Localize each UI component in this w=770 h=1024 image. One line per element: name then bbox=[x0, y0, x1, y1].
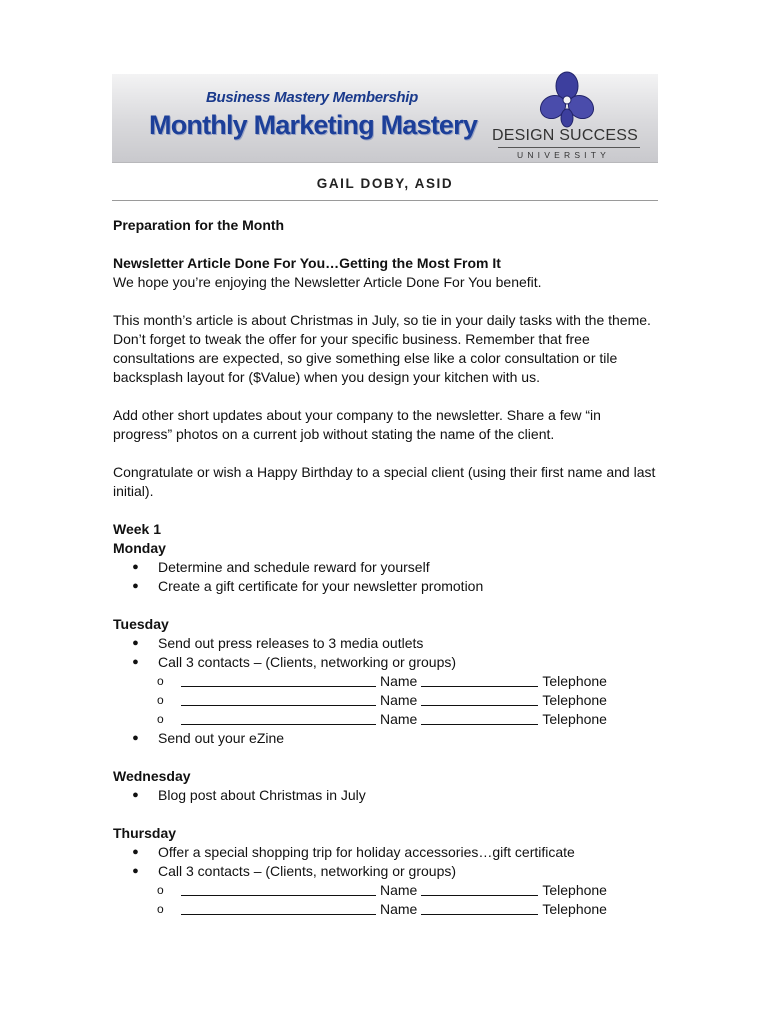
sub-bullet-icon: o bbox=[157, 674, 164, 688]
author-name: GAIL DOBY, ASID bbox=[316, 176, 454, 191]
phone-blank[interactable] bbox=[421, 881, 538, 896]
bullet-icon: ● bbox=[132, 732, 139, 744]
paragraph-line: Add other short updates about your company to the newsletter. Share a few “in bbox=[113, 407, 601, 423]
contact-blank[interactable] bbox=[181, 900, 376, 915]
contact-line: o Name Telephone bbox=[157, 882, 607, 898]
sub-bullet-icon: o bbox=[157, 902, 164, 916]
paragraph-line: Don’t forget to tweak the offer for your specific business. Remember that free bbox=[113, 331, 590, 347]
bullet-icon: ● bbox=[132, 656, 139, 668]
paragraph-line: This month’s article is about Christmas in July, so tie in your daily tasks with the theme. bbox=[113, 312, 651, 328]
paragraph-christmas bbox=[113, 311, 663, 387]
sub-bullet-icon: o bbox=[157, 693, 164, 707]
contact-blank[interactable] bbox=[181, 710, 376, 725]
list-item: ● Call 3 contacts – (Clients, networking or groups) bbox=[113, 653, 663, 672]
list-item: ● Determine and schedule reward for yourself bbox=[113, 558, 663, 577]
bullet-icon: ● bbox=[132, 580, 139, 592]
list-item: ● Create a gift certificate for your newsletter promotion bbox=[113, 577, 663, 596]
logo-subtitle: UNIVERSITY bbox=[517, 150, 611, 160]
contact-line: o Name Telephone bbox=[157, 901, 607, 917]
tuesday-list bbox=[113, 634, 663, 748]
contact-line: o Name Telephone bbox=[157, 692, 607, 708]
banner-title: Monthly Marketing Mastery bbox=[149, 110, 478, 140]
sub-bullet-icon: o bbox=[157, 712, 164, 726]
paragraph-updates bbox=[113, 406, 663, 444]
thursday-list bbox=[113, 843, 663, 919]
phone-blank[interactable] bbox=[421, 691, 538, 706]
thursday-heading: Thursday bbox=[113, 825, 177, 841]
list-item: ● Send out press releases to 3 media outlets bbox=[113, 634, 663, 653]
bullet-icon: ● bbox=[132, 637, 139, 649]
phone-blank[interactable] bbox=[421, 710, 538, 725]
bullet-icon: ● bbox=[132, 789, 139, 801]
flower-logo-icon bbox=[537, 70, 597, 130]
document-body bbox=[113, 216, 663, 919]
contact-blank[interactable] bbox=[181, 672, 376, 687]
author-divider bbox=[112, 200, 658, 201]
contact-blank[interactable] bbox=[181, 691, 376, 706]
logo-divider bbox=[498, 147, 640, 148]
contact-line: o Name Telephone bbox=[157, 673, 607, 689]
contact-line: o Name Telephone bbox=[157, 711, 607, 727]
newsletter-heading: Newsletter Article Done For You…Getting the Most From It bbox=[113, 255, 501, 271]
sub-bullet-icon: o bbox=[157, 883, 164, 897]
phone-blank[interactable] bbox=[421, 900, 538, 915]
week-heading: Week 1 bbox=[113, 521, 161, 537]
banner-subtitle: Business Mastery Membership bbox=[206, 89, 418, 106]
logo-name: DESIGN SUCCESS bbox=[492, 127, 638, 144]
tuesday-heading: Tuesday bbox=[113, 616, 169, 632]
bullet-icon: ● bbox=[132, 865, 139, 877]
newsletter-intro: We hope you’re enjoying the Newsletter Article Done For You benefit. bbox=[113, 274, 542, 290]
list-item: ● Send out your eZine bbox=[113, 729, 663, 748]
bullet-icon: ● bbox=[132, 561, 139, 573]
header-banner bbox=[112, 74, 658, 163]
paragraph-line: consultations are expected, so give something else like a color consultation or tile bbox=[113, 350, 618, 366]
list-item: ● Offer a special shopping trip for holiday accessories…gift certificate bbox=[113, 843, 663, 862]
paragraph-birthday bbox=[113, 463, 663, 501]
monday-list bbox=[113, 558, 663, 596]
list-item: ● Blog post about Christmas in July bbox=[113, 786, 663, 805]
paragraph-line: backsplash layout for ($Value) when you design your kitchen with us. bbox=[113, 369, 540, 385]
paragraph-line: progress” photos on a current job without stating the name of the client. bbox=[113, 426, 555, 442]
contact-blank[interactable] bbox=[181, 881, 376, 896]
list-item: ● Call 3 contacts – (Clients, networking or groups) bbox=[113, 862, 663, 881]
wednesday-list bbox=[113, 786, 663, 805]
paragraph-line: Congratulate or wish a Happy Birthday to a special client (using their first name and last bbox=[113, 464, 656, 480]
monday-heading: Monday bbox=[113, 540, 166, 556]
prep-heading: Preparation for the Month bbox=[113, 217, 285, 233]
wednesday-heading: Wednesday bbox=[113, 768, 191, 784]
phone-blank[interactable] bbox=[421, 672, 538, 687]
bullet-icon: ● bbox=[132, 846, 139, 858]
paragraph-line: initial). bbox=[113, 483, 154, 499]
